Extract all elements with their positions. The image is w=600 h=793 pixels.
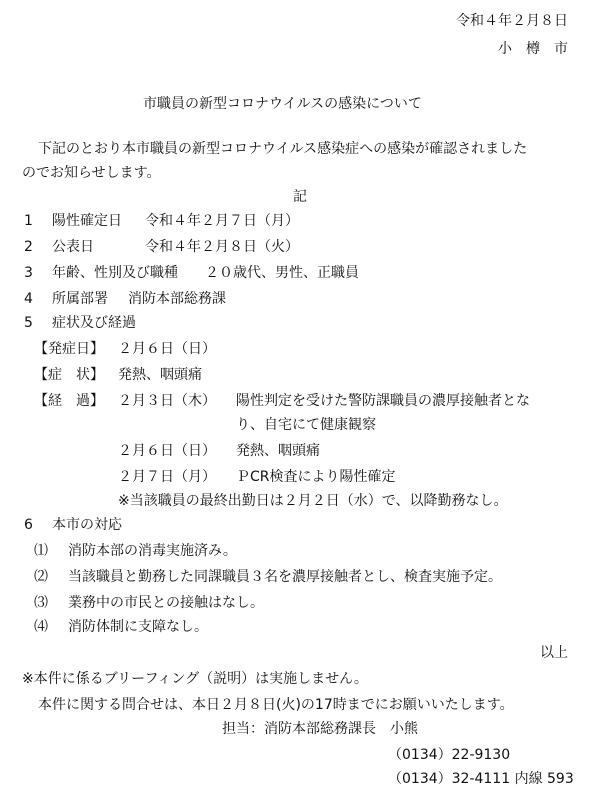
onset-value: ２月６日（日）: [118, 341, 216, 357]
date: 令和４年２月８日: [456, 13, 568, 29]
last-workday-note: ※当該職員の最終出勤日は２月２日（水）で、以降勤務なし。: [118, 493, 508, 509]
response-mark: ⑷: [34, 619, 48, 635]
item-number: 3: [24, 265, 33, 281]
item-label: 公表日: [52, 239, 94, 255]
course-label: 【経 過】: [34, 393, 104, 409]
course-text: 発熱、咽頭痛: [236, 443, 320, 459]
intro-line-1: 下記のとおり本市職員の新型コロナウイルス感染症への感染が確認されました: [38, 141, 528, 157]
response-mark: ⑵: [34, 569, 48, 585]
onset-label: 【発症日】: [34, 341, 104, 357]
course-text-cont: り、自宅にて健康観察: [236, 417, 376, 433]
item-label: 症状及び経過: [52, 315, 136, 331]
response-mark: ⑴: [34, 543, 48, 559]
inquiry-note: 本件に関する問合せは、本日２月８日(火)の17時までにお願いいたします。: [38, 697, 514, 713]
phone-number-2: （0134）32-4111 内線 593: [388, 771, 574, 787]
item-number: 2: [24, 239, 33, 255]
briefing-note: ※本件に係るブリーフィング（説明）は実施しません。: [22, 671, 368, 687]
item-label: 陽性確定日: [52, 213, 122, 229]
response-text: 業務中の市民との接触はなし。: [68, 595, 264, 611]
item-value: ２０歳代、男性、正職員: [205, 265, 359, 281]
response-text: 消防体制に支障なし。: [68, 619, 208, 635]
course-date: ２月３日（木）: [118, 393, 216, 409]
symptom-label: 【症 状】: [34, 367, 104, 383]
response-text: 当該職員と勤務した同課職員３名を濃厚接触者とし、検査実施予定。: [68, 569, 502, 585]
response-mark: ⑶: [34, 595, 48, 611]
course-date: ２月７日（月）: [118, 469, 216, 485]
item-number: 6: [24, 517, 33, 533]
item-number: 4: [24, 291, 33, 307]
symptom-value: 発熱、咽頭痛: [118, 367, 202, 383]
item-label: 所属部署: [52, 291, 108, 307]
course-text: 陽性判定を受けた警防課職員の濃厚接触者とな: [236, 393, 530, 409]
issuer: 小 樽 市: [498, 41, 568, 57]
document-title: 市職員の新型コロナウイルスの感染について: [143, 96, 422, 112]
intro-line-2: のでお知らせします。: [22, 165, 161, 181]
item-label: 本市の対応: [52, 517, 122, 533]
item-value: 消防本部総務課: [128, 291, 226, 307]
item-value: 令和４年２月７日（月）: [145, 213, 299, 229]
closing-ijo: 以上: [540, 645, 568, 661]
ki-marker: 記: [293, 189, 307, 205]
item-number: 1: [24, 213, 33, 229]
item-value: 令和４年２月８日（火）: [145, 239, 299, 255]
item-label: 年齢、性別及び職種: [52, 265, 178, 281]
contact-person: 担当：消防本部総務課長 小熊: [222, 721, 418, 737]
phone-number-1: （0134）22-9130: [388, 747, 511, 763]
response-text: 消防本部の消毒実施済み。: [68, 543, 237, 559]
item-number: 5: [24, 315, 33, 331]
course-text: ＰCR検査により陽性確定: [236, 469, 396, 485]
course-date: ２月６日（日）: [118, 443, 216, 459]
